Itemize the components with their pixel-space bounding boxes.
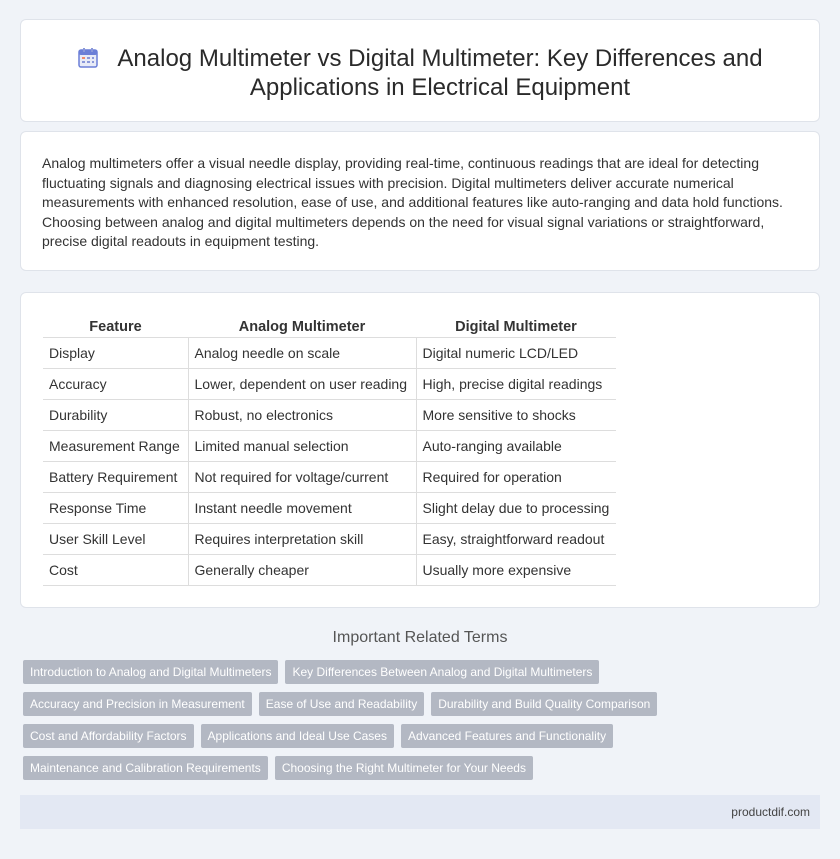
related-term-tag[interactable]: Applications and Ideal Use Cases [201, 724, 394, 748]
header-feature: Feature [43, 316, 188, 338]
table-row [43, 493, 616, 524]
feature-cell: Measurement Range [43, 431, 188, 462]
related-term-tag[interactable]: Choosing the Right Multimeter for Your Needs [275, 756, 533, 780]
analog-cell: Lower, dependent on user reading [188, 369, 416, 400]
related-term-tag[interactable]: Durability and Build Quality Comparison [431, 692, 657, 716]
analog-cell: Instant needle movement [188, 493, 416, 524]
table-row [43, 555, 616, 586]
related-term-tag[interactable]: Ease of Use and Readability [259, 692, 424, 716]
feature-cell: Battery Requirement [43, 462, 188, 493]
feature-cell: Durability [43, 400, 188, 431]
header-analog: Analog Multimeter [188, 316, 416, 338]
tag-row [23, 660, 823, 684]
analog-cell: Analog needle on scale [188, 338, 416, 369]
related-term-tag[interactable]: Maintenance and Calibration Requirements [23, 756, 268, 780]
table-row [43, 338, 616, 369]
related-term-tag[interactable]: Advanced Features and Functionality [401, 724, 613, 748]
table-header-row [43, 316, 616, 338]
footer [20, 795, 820, 829]
analog-cell: Requires interpretation skill [188, 524, 416, 555]
analog-cell: Limited manual selection [188, 431, 416, 462]
feature-cell: Accuracy [43, 369, 188, 400]
tag-row [23, 756, 823, 780]
digital-cell: Usually more expensive [416, 555, 616, 586]
related-terms-title: Important Related Terms [332, 629, 508, 646]
related-term-tag[interactable]: Introduction to Analog and Digital Multimeters [23, 660, 278, 684]
table-row [43, 431, 616, 462]
related-term-tag[interactable]: Accuracy and Precision in Measurement [23, 692, 252, 716]
digital-cell: More sensitive to shocks [416, 400, 616, 431]
table-row [43, 369, 616, 400]
related-term-tag[interactable]: Cost and Affordability Factors [23, 724, 194, 748]
comparison-table [43, 316, 616, 586]
digital-cell: Digital numeric LCD/LED [416, 338, 616, 369]
intro-card [20, 131, 820, 271]
tag-row [23, 724, 823, 748]
digital-cell: Auto-ranging available [416, 431, 616, 462]
table-row [43, 524, 616, 555]
intro-text: Analog multimeters offer a visual needle display, providing real-time, continuous readings that are ideal for detecting fluctuating signals and diagnosing electrical issues with precision. Digital multimeters deliver accurate numerical measurements with enhanced resolution, ease of use, and additional features like auto-ranging and data hold functions. Choosing between analog and digital multimeters depends on the need for visual signal variations or straightforward, precise digital readouts in equipment testing. [42, 155, 783, 250]
page-title: Analog Multimeter vs Digital Multimeter: Key Differences and Applications in Electrical Equipment [117, 45, 763, 101]
digital-cell: Easy, straightforward readout [416, 524, 616, 555]
digital-cell: Required for operation [416, 462, 616, 493]
analog-cell: Robust, no electronics [188, 400, 416, 431]
title-card [20, 19, 820, 122]
feature-cell: User Skill Level [43, 524, 188, 555]
comparison-card [20, 292, 820, 608]
table-row [43, 462, 616, 493]
feature-cell: Cost [43, 555, 188, 586]
analog-cell: Generally cheaper [188, 555, 416, 586]
feature-cell: Display [43, 338, 188, 369]
table-row [43, 400, 616, 431]
feature-cell: Response Time [43, 493, 188, 524]
digital-cell: High, precise digital readings [416, 369, 616, 400]
header-digital: Digital Multimeter [416, 316, 616, 338]
tag-row [23, 692, 823, 716]
footer-site-link[interactable]: productdif.com [731, 805, 810, 819]
digital-cell: Slight delay due to processing [416, 493, 616, 524]
related-terms-list [23, 660, 823, 788]
related-term-tag[interactable]: Key Differences Between Analog and Digital Multimeters [285, 660, 599, 684]
analog-cell: Not required for voltage/current [188, 462, 416, 493]
